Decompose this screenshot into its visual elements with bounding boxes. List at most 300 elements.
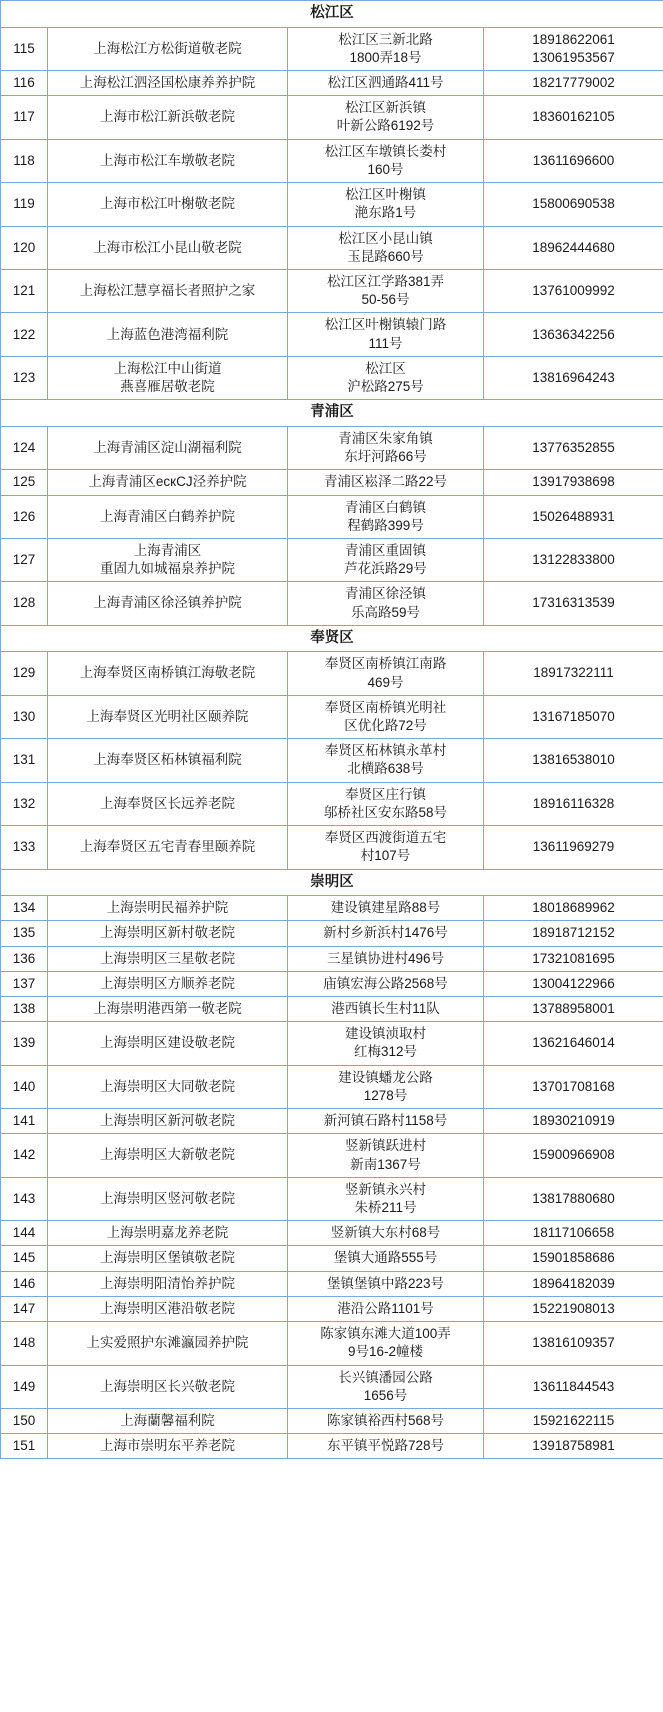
table-row [1, 1365, 663, 1408]
facility-phone-cell [484, 1365, 663, 1408]
facility-address-cell-line: 沪松路275号 [347, 379, 424, 395]
table-row [1, 426, 663, 469]
facility-address-cell-line: 奉贤区庄行镇 [345, 786, 426, 802]
facility-name-cell-line: 上海松江中山街道 [113, 360, 222, 376]
row-index-cell: 142 [1, 1134, 48, 1177]
facility-address-cell [288, 1408, 484, 1433]
facility-phone-cell-line: 13061953567 [532, 49, 615, 65]
facility-address-cell [288, 356, 484, 399]
facility-address-cell-line: 邬桥社区安东路58号 [323, 804, 448, 820]
row-index-cell: 150 [1, 1408, 48, 1433]
row-index-cell: 143 [1, 1177, 48, 1220]
row-index-cell: 131 [1, 739, 48, 782]
facility-address-cell-line: 青浦区白鹤镇 [345, 499, 426, 515]
row-index-cell: 120 [1, 226, 48, 269]
facility-name-cell-line: 上海蓝色港湾福利院 [106, 326, 229, 342]
facility-phone-cell-line: 13788958001 [532, 1001, 615, 1016]
facility-address-cell-line: 玉昆路660号 [347, 248, 424, 264]
facility-address-cell [288, 139, 484, 182]
facility-address-cell [288, 1221, 484, 1246]
facility-phone-cell [484, 971, 663, 996]
facility-address-cell-line: 区优化路72号 [344, 718, 427, 734]
facility-phone-cell [484, 1408, 663, 1433]
facility-name-cell [48, 1065, 288, 1108]
group-header-row [1, 1, 663, 28]
row-index-cell: 151 [1, 1434, 48, 1459]
facility-address-cell [288, 826, 484, 869]
facility-phone-cell [484, 1246, 663, 1271]
facility-name-cell [48, 139, 288, 182]
facility-address-cell-line: 陈家镇裕西村568号 [326, 1412, 445, 1428]
row-index-cell: 118 [1, 139, 48, 182]
facility-phone-cell [484, 269, 663, 312]
facility-name-cell-line: 上海崇明区新村敬老院 [100, 925, 235, 941]
facility-address-cell [288, 495, 484, 538]
row-index-cell: 129 [1, 652, 48, 695]
facility-name-cell [48, 1271, 288, 1296]
facility-name-cell [48, 1296, 288, 1321]
facility-name-cell-line: 上海崇明区方顺养老院 [100, 975, 235, 991]
row-index-cell: 145 [1, 1246, 48, 1271]
table-row [1, 1177, 663, 1220]
group-header-label: 奉贤区 [1, 625, 663, 652]
facility-name-cell-line: 上海松江泗泾国松康养养护院 [79, 75, 256, 90]
table-row [1, 1271, 663, 1296]
facility-phone-cell-line: 13611696600 [532, 152, 615, 168]
table-row [1, 71, 663, 96]
facility-name-cell-line: 上海市松江新浜敬老院 [100, 109, 235, 125]
facility-address-cell [288, 695, 484, 738]
facility-phone-cell [484, 1134, 663, 1177]
table-row [1, 1065, 663, 1108]
facility-phone-cell-line: 15800690538 [532, 196, 615, 212]
facility-phone-cell-line: 13761009992 [532, 283, 615, 299]
table-row [1, 139, 663, 182]
facility-name-cell [48, 356, 288, 399]
facility-name-cell [48, 971, 288, 996]
facility-address-cell-line: 朱桥211号 [354, 1199, 417, 1215]
facility-name-cell-line: 上海青浦区 [133, 542, 202, 558]
facility-name-cell [48, 582, 288, 625]
row-index-cell: 124 [1, 426, 48, 469]
facility-address-cell-line: 建设镇蟠龙公路 [338, 1069, 433, 1085]
facility-name-cell [48, 27, 288, 70]
facility-name-cell-line: 上海奉贤区光明社区颐养院 [86, 708, 249, 724]
facility-phone-cell-line: 15026488931 [532, 508, 615, 524]
facility-address-cell-line: 奉贤区南桥镇光明社 [324, 699, 447, 715]
facility-name-cell-line: 上海奉贤区长远养老院 [100, 795, 235, 811]
facility-address-cell [288, 971, 484, 996]
facility-address-cell-line: 三星镇协进村496号 [326, 950, 445, 966]
row-index-cell: 135 [1, 921, 48, 946]
facility-phone-cell [484, 226, 663, 269]
facility-phone-cell [484, 652, 663, 695]
facility-address-cell-line: 竖新镇永兴村 [345, 1181, 426, 1197]
facility-name-cell-line: 上实爱照护东滩瀛园养护院 [86, 1335, 249, 1351]
facility-address-cell [288, 782, 484, 825]
row-index-cell: 130 [1, 695, 48, 738]
facility-phone-cell [484, 470, 663, 495]
facility-address-cell-line: 青浦区徐泾镇 [345, 586, 426, 602]
row-index-cell: 116 [1, 71, 48, 96]
facility-phone-cell [484, 356, 663, 399]
facility-name-cell [48, 226, 288, 269]
facility-address-cell-line: 松江区三新北路 [338, 31, 433, 47]
facility-phone-cell-line: 18117106658 [532, 1225, 615, 1241]
row-index-cell: 146 [1, 1271, 48, 1296]
facility-phone-cell-line: 17316313539 [532, 595, 615, 611]
row-index-cell: 132 [1, 782, 48, 825]
facility-phone-cell-line: 13621646014 [532, 1035, 615, 1051]
row-index-cell: 137 [1, 971, 48, 996]
table-row [1, 1221, 663, 1246]
facility-phone-cell [484, 997, 663, 1022]
facility-phone-cell-line: 13817880680 [532, 1190, 615, 1206]
facility-address-cell-line: 50-56号 [361, 292, 410, 308]
group-header-label: 松江区 [1, 1, 663, 28]
facility-name-cell [48, 1365, 288, 1408]
table-row [1, 1434, 663, 1459]
facility-name-cell [48, 96, 288, 139]
facility-phone-cell-line: 13167185070 [532, 708, 615, 724]
facility-phone-cell [484, 695, 663, 738]
row-index-cell: 149 [1, 1365, 48, 1408]
facility-phone-cell-line: 15921622115 [532, 1412, 615, 1428]
facility-name-cell-line: 上海奉贤区南桥镇江海敬老院 [79, 665, 256, 681]
row-index-cell: 117 [1, 96, 48, 139]
table-row [1, 538, 663, 581]
table-row [1, 1296, 663, 1321]
facility-address-cell-line: 堡镇大通路555号 [333, 1250, 438, 1266]
table-row [1, 997, 663, 1022]
facility-address-cell-line: 111号 [368, 335, 403, 351]
facility-name-cell [48, 695, 288, 738]
facility-name-cell-line: 重固九如城福泉养护院 [100, 561, 235, 577]
facility-name-cell [48, 1434, 288, 1459]
facility-address-cell-line: 竖新镇大东村68号 [330, 1225, 441, 1241]
facility-address-cell-line: 青浦区崧泽二路22号 [323, 474, 448, 490]
group-header-row [1, 869, 663, 896]
facility-phone-cell-line: 13776352855 [532, 439, 615, 455]
row-index-cell: 122 [1, 313, 48, 356]
facility-address-cell-line: 港西镇长生村11队 [331, 1001, 440, 1016]
facility-address-cell-line: 长兴镇潘园公路 [338, 1369, 433, 1385]
row-index-cell: 121 [1, 269, 48, 312]
facility-phone-cell [484, 921, 663, 946]
facility-address-cell-line: 奉贤区南桥镇江南路 [324, 656, 447, 672]
facility-address-cell [288, 1134, 484, 1177]
facility-name-cell [48, 997, 288, 1022]
facility-name-cell [48, 470, 288, 495]
facility-phone-cell-line: 18018689962 [532, 900, 615, 916]
facility-address-cell [288, 1296, 484, 1321]
table-row [1, 1246, 663, 1271]
facility-name-cell-line: 上海崇明阳清怡养护院 [100, 1275, 235, 1291]
facility-address-cell-line: 160号 [367, 161, 404, 177]
facility-phone-cell-line: 13917938698 [532, 474, 615, 490]
facility-address-cell [288, 1177, 484, 1220]
group-header-label: 青浦区 [1, 400, 663, 427]
facility-address-cell-line: 建设镇建星路88号 [330, 900, 441, 916]
table-row [1, 971, 663, 996]
facility-address-cell-line: 港沿公路1101号 [337, 1300, 434, 1316]
row-index-cell: 147 [1, 1296, 48, 1321]
facility-address-cell-line: 1656号 [363, 1387, 408, 1403]
facility-name-cell-line: 上海青浦区徐泾镇养护院 [93, 595, 242, 611]
facility-address-cell-line: 松江区叶榭镇辕门路 [324, 317, 447, 333]
facility-address-cell [288, 946, 484, 971]
facility-address-cell [288, 1365, 484, 1408]
row-index-cell: 140 [1, 1065, 48, 1108]
facility-phone-cell [484, 739, 663, 782]
facility-phone-cell-line: 13611969279 [532, 839, 615, 855]
facility-address-cell [288, 183, 484, 226]
facility-name-cell-line: 上海崇明区长兴敬老院 [100, 1378, 235, 1394]
facility-phone-cell-line: 13122833800 [532, 552, 615, 568]
facility-address-cell [288, 269, 484, 312]
group-header-row [1, 625, 663, 652]
facility-name-cell [48, 1221, 288, 1246]
facility-name-cell [48, 946, 288, 971]
facility-name-cell [48, 1246, 288, 1271]
facility-name-cell-line: 上海市松江小昆山敬老院 [93, 239, 242, 255]
facility-address-cell [288, 1322, 484, 1365]
facility-phone-cell [484, 96, 663, 139]
facility-phone-cell-line: 15900966908 [532, 1147, 615, 1163]
facility-address-cell-line: 1278号 [363, 1087, 408, 1103]
facility-address-cell [288, 538, 484, 581]
facility-name-cell-line: 上海崇明区三星敬老院 [100, 950, 235, 966]
facility-phone-cell [484, 782, 663, 825]
facility-name-cell-line: 上海青浦区ескCJ泾养护院 [88, 474, 247, 490]
facility-phone-cell-line: 13636342256 [532, 326, 615, 342]
table-row [1, 739, 663, 782]
facility-name-cell-line: 上海崇明嘉龙养老院 [106, 1225, 229, 1241]
facility-phone-cell [484, 71, 663, 96]
facility-name-cell-line: 上海奉贤区柘林镇福利院 [93, 752, 242, 768]
facility-name-cell-line: 上海市松江车墩敬老院 [100, 152, 235, 168]
facility-name-cell [48, 896, 288, 921]
facility-address-cell-line: 建设镇浈取村 [345, 1026, 426, 1042]
table-row [1, 470, 663, 495]
facility-name-cell [48, 1322, 288, 1365]
facility-address-cell-line: 程鹤路399号 [347, 517, 424, 533]
facility-name-cell-line: 上海崇明区堡镇敬老院 [100, 1250, 235, 1266]
facility-name-cell [48, 269, 288, 312]
facility-phone-cell-line: 15901858686 [532, 1250, 615, 1266]
facility-phone-cell [484, 1065, 663, 1108]
facility-phone-cell [484, 495, 663, 538]
facility-address-cell-line: 新河镇石路村1158号 [323, 1113, 448, 1129]
facility-name-cell [48, 826, 288, 869]
facility-name-cell-line: 上海崇明区新河敬老院 [100, 1113, 235, 1129]
facility-name-cell-line: 上海松江慧享福长者照护之家 [79, 283, 256, 299]
facility-phone-cell-line: 13701708168 [532, 1078, 615, 1094]
facility-phone-cell [484, 1177, 663, 1220]
facility-address-cell-line: 1800弄18号 [349, 49, 422, 65]
facility-address-cell [288, 313, 484, 356]
facility-phone-cell [484, 1296, 663, 1321]
facility-address-cell-line: 9号16-2幢楼 [347, 1344, 424, 1360]
facility-phone-cell [484, 426, 663, 469]
table-row [1, 782, 663, 825]
row-index-cell: 144 [1, 1221, 48, 1246]
facility-address-cell [288, 921, 484, 946]
facility-name-cell [48, 1134, 288, 1177]
facility-name-cell [48, 921, 288, 946]
facility-address-cell-line: 庙镇宏海公路2568号 [323, 975, 448, 991]
row-index-cell: 139 [1, 1022, 48, 1065]
facility-phone-cell-line: 13611844543 [532, 1378, 615, 1394]
facility-phone-cell-line: 13816538010 [532, 752, 615, 768]
facility-phone-cell-line: 18360162105 [532, 109, 615, 125]
facility-name-cell-line: 上海崇明区港沿敬老院 [100, 1300, 235, 1316]
row-index-cell: 141 [1, 1109, 48, 1134]
facility-phone-cell-line: 18917322111 [533, 665, 614, 681]
facility-name-cell-line: 上海崇明区大新敬老院 [100, 1147, 235, 1163]
table-row [1, 695, 663, 738]
row-index-cell: 115 [1, 27, 48, 70]
facility-address-cell [288, 27, 484, 70]
facility-name-cell-line: 上海蘭馨福利院 [120, 1412, 215, 1428]
facility-phone-cell-line: 18217779002 [532, 75, 615, 90]
facility-address-cell [288, 652, 484, 695]
table-row [1, 226, 663, 269]
table-row [1, 1109, 663, 1134]
table-row [1, 27, 663, 70]
facility-name-cell-line: 上海崇明区建设敬老院 [100, 1035, 235, 1051]
facility-address-cell-line: 红梅312号 [353, 1044, 418, 1060]
facility-name-cell-line: 上海松江方松街道敬老院 [93, 40, 242, 56]
facility-address-cell [288, 1022, 484, 1065]
row-index-cell: 128 [1, 582, 48, 625]
facility-address-cell-line: 芦花浜路29号 [344, 561, 427, 577]
table-body [1, 1, 663, 1459]
facility-phone-cell-line: 13004122966 [532, 975, 615, 991]
facility-address-cell-line: 松江区 [365, 360, 406, 376]
row-index-cell: 123 [1, 356, 48, 399]
facility-name-cell-line: 燕喜雁居敬老院 [120, 379, 215, 395]
table-row [1, 1134, 663, 1177]
facility-name-cell [48, 1177, 288, 1220]
table-row [1, 1022, 663, 1065]
facility-address-cell [288, 426, 484, 469]
table-row [1, 269, 663, 312]
facility-phone-cell-line: 13918758981 [532, 1438, 615, 1454]
facility-address-cell-line: 松江区小昆山镇 [338, 230, 433, 246]
facility-name-cell [48, 495, 288, 538]
table-row [1, 495, 663, 538]
table-row [1, 1322, 663, 1365]
facility-phone-cell [484, 1109, 663, 1134]
facility-address-cell-line: 滟东路1号 [354, 205, 417, 221]
facility-address-cell [288, 1109, 484, 1134]
facility-address-cell-line: 松江区泗通路411号 [327, 75, 444, 90]
facility-phone-cell [484, 183, 663, 226]
facility-name-cell-line: 上海崇明区竖河敬老院 [100, 1190, 235, 1206]
facility-address-cell [288, 1434, 484, 1459]
table-row [1, 1408, 663, 1433]
facility-address-cell [288, 1246, 484, 1271]
facility-phone-cell [484, 582, 663, 625]
table-row [1, 183, 663, 226]
row-index-cell: 134 [1, 896, 48, 921]
table-row [1, 582, 663, 625]
facility-address-cell-line: 松江区车墩镇长娄村 [324, 143, 447, 159]
table-row [1, 921, 663, 946]
facility-phone-cell [484, 896, 663, 921]
table-row [1, 96, 663, 139]
table-row [1, 652, 663, 695]
facility-address-cell-line: 松江区叶榭镇 [345, 187, 426, 203]
facility-phone-cell-line: 13816109357 [532, 1335, 615, 1351]
facility-phone-cell-line: 18964182039 [532, 1275, 615, 1291]
facility-address-cell [288, 896, 484, 921]
facility-address-cell-line: 青浦区重固镇 [345, 542, 426, 558]
row-index-cell: 138 [1, 997, 48, 1022]
facility-address-cell-line: 东圩河路66号 [344, 449, 427, 465]
facility-name-cell-line: 上海市松江叶榭敬老院 [100, 196, 235, 212]
facility-address-cell-line: 北横路638号 [347, 761, 424, 777]
facility-name-cell-line: 上海奉贤区五宅青春里颐养院 [79, 839, 256, 855]
facility-address-cell-line: 堡镇堡镇中路223号 [326, 1275, 445, 1291]
facility-address-cell-line: 乐高路59号 [350, 604, 421, 620]
table-row [1, 946, 663, 971]
facility-phone-cell-line: 18918622061 [532, 31, 615, 47]
table-row [1, 896, 663, 921]
facility-phone-cell-line: 17321081695 [532, 950, 615, 966]
facility-name-cell [48, 313, 288, 356]
facility-name-cell [48, 782, 288, 825]
facility-address-cell [288, 1065, 484, 1108]
facility-address-cell-line: 东平镇平悦路728号 [326, 1438, 445, 1454]
facility-phone-cell [484, 538, 663, 581]
group-header-row [1, 400, 663, 427]
facility-phone-cell-line: 15221908013 [532, 1300, 615, 1316]
facility-phone-cell [484, 1022, 663, 1065]
facility-address-cell-line: 新南1367号 [350, 1156, 421, 1172]
facility-address-cell-line: 村107号 [360, 848, 411, 864]
facility-name-cell [48, 1109, 288, 1134]
facility-phone-cell-line: 18962444680 [532, 239, 615, 255]
group-header-label: 崇明区 [1, 869, 663, 896]
facility-address-cell [288, 71, 484, 96]
facility-address-cell [288, 470, 484, 495]
facility-address-cell [288, 582, 484, 625]
row-index-cell: 127 [1, 538, 48, 581]
facility-phone-cell [484, 1434, 663, 1459]
facility-address-cell-line: 竖新镇跃进村 [345, 1138, 426, 1154]
row-index-cell: 119 [1, 183, 48, 226]
facility-phone-cell-line: 18916116328 [532, 795, 615, 811]
table-row [1, 313, 663, 356]
facility-address-cell-line: 叶新公路6192号 [336, 118, 435, 134]
table-row [1, 356, 663, 399]
facility-address-cell-line: 奉贤区西渡街道五宅 [324, 830, 447, 846]
row-index-cell: 126 [1, 495, 48, 538]
facility-address-cell-line: 松江区新浜镇 [345, 100, 426, 116]
facility-name-cell [48, 426, 288, 469]
facility-address-cell [288, 997, 484, 1022]
facility-address-cell-line: 新村乡新浜村1476号 [323, 925, 448, 941]
facility-name-cell [48, 538, 288, 581]
facility-address-cell [288, 739, 484, 782]
facility-name-cell-line: 上海青浦区白鹤养护院 [100, 508, 235, 524]
facility-address-cell [288, 1271, 484, 1296]
facility-name-cell [48, 739, 288, 782]
facility-address-cell-line: 松江区江学路381弄 [326, 273, 445, 289]
facility-address-cell [288, 96, 484, 139]
